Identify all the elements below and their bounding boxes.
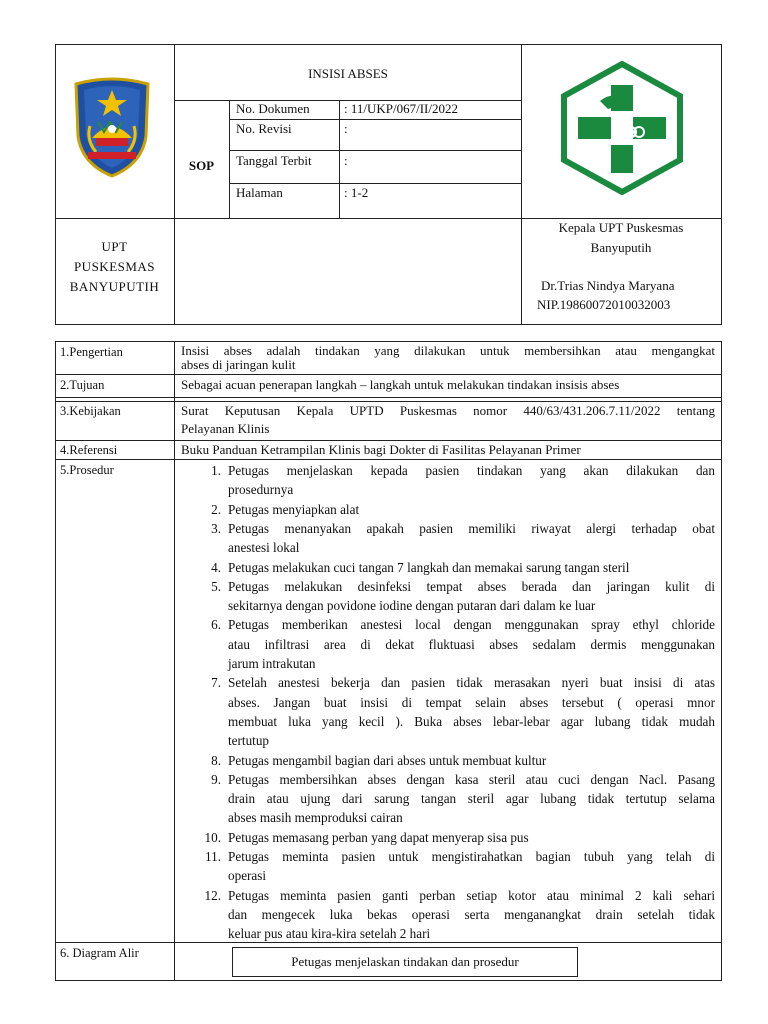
org-line-3: BANYUPUTIH: [69, 279, 160, 294]
field-label-no-dokumen: No. Dokumen: [236, 101, 310, 116]
org-line-1: UPT: [101, 239, 128, 254]
referensi-text: Buku Panduan Ketrampilan Klinis bagi Dokter di Fasilitas Pelayanan Primer: [181, 442, 581, 457]
procedure-step-line: Petugas menjelaskan kepada pasien tindakan yang akan dilakukan dan: [228, 463, 715, 478]
procedure-step-line: membuat luka yang kecil ). Buka abses lebar-lebar agar lubang tidak mudah: [228, 713, 715, 729]
procedure-step-line: Petugas memberikan anestesi local dengan menggunakan spray ethyl chloride: [228, 617, 715, 633]
row-label-tujuan: 2.Tujuan: [60, 378, 105, 392]
flowchart-box-1: [232, 947, 578, 977]
field-label-tanggal-terbit: Tanggal Terbit: [236, 153, 312, 168]
pengertian-line-2: abses di jaringan kulit: [181, 357, 296, 372]
document-title: INSISI ABSES: [308, 66, 388, 81]
puskesmas-logo: [560, 61, 684, 195]
procedure-step-line: Setelah anestesi bekerja dan pasien tidak merasakan nyeri buat insisi di atas: [228, 675, 715, 691]
kebijakan-line-2: Pelayanan Klinis: [181, 421, 270, 436]
signatory-nip: NIP.19860072010032003: [537, 297, 671, 312]
signatory-name: Dr.Trias Nindya Maryana: [541, 278, 675, 293]
procedure-step-line: keluar pus atau kira-kira setelah 2 hari: [228, 926, 431, 942]
procedure-step-line: sekitarnya dengan povidone iodine dengan putaran dari dalam ke luar: [228, 598, 596, 614]
row-label-kebijakan: 3.Kebijakan: [60, 404, 121, 418]
flowchart-box-1-text: Petugas menjelaskan tindakan dan prosedur: [291, 954, 519, 969]
procedure-step-line: abses masih memproduksi cairan: [228, 810, 403, 826]
procedure-step-number: 10.: [204, 829, 221, 845]
pengertian-line-1: Insisi abses adalah tindakan yang dilakukan untuk membersihkan atau mengangkat: [181, 343, 715, 358]
procedure-step-line: Petugas melakukan desinfeksi tempat abses berada dan jaringan kulit di: [228, 578, 715, 594]
procedure-step-number: 7.: [211, 675, 221, 691]
procedure-step-line: Petugas meminta pasien untuk mengistirahatkan bagian tubuh yang telah di: [228, 849, 715, 864]
regional-crest-logo: [70, 76, 154, 178]
procedure-step-line: Petugas mengambil bagian dari abses untuk membuat kultur: [228, 752, 547, 768]
procedure-step-line: jarum intrakutan: [228, 655, 316, 671]
procedure-step-number: 8.: [211, 752, 221, 768]
procedure-step-line: anestesi lokal: [228, 540, 300, 556]
procedure-list: [175, 461, 721, 941]
signatory-line-1: Kepala UPT Puskesmas: [558, 220, 684, 235]
procedure-step-line: Petugas melakukan cuci tangan 7 langkah dan memakai sarung tangan steril: [228, 559, 630, 575]
procedure-step-line: Petugas menanyakan apakah pasien memiliki riwayat alergi terhadap obat: [228, 520, 715, 536]
procedure-step-number: 12.: [204, 887, 221, 903]
row-label-pengertian: 1.Pengertian: [60, 345, 123, 359]
procedure-step-line: atau infiltrasi area di dekat fluktuasi abses sedalam dermis menggunakan: [228, 636, 715, 652]
row-label-prosedur: 5.Prosedur: [60, 463, 114, 477]
procedure-step-number: 4.: [211, 559, 221, 575]
field-value-tanggal-terbit: :: [344, 153, 348, 168]
field-value-halaman: : 1-2: [344, 185, 369, 200]
procedure-step-number: 5.: [211, 578, 221, 594]
procedure-step-line: Petugas meminta pasien ganti perban setiap kotor atau minimal 2 kali sehari: [228, 887, 715, 903]
procedure-step-number: 1.: [211, 463, 221, 478]
procedure-step-line: Petugas menyiapkan alat: [228, 501, 360, 517]
procedure-step-line: drain atau ujung dari sarung tangan steril agar lubang tidak tertutup selama: [228, 791, 715, 807]
signatory-line-2: Banyuputih: [590, 240, 652, 255]
procedure-step-number: 3.: [211, 520, 221, 536]
procedure-step-line: Petugas membersihkan abses dengan kasa steril atau cuci dengan Nacl. Pasang: [228, 771, 715, 787]
row-label-referensi: 4.Referensi: [60, 443, 118, 457]
procedure-step-number: 11.: [205, 849, 221, 864]
procedure-step-line: abses. Jangan buat insisi di tempat selain abses tersebut ( operasi mnor: [228, 694, 715, 710]
kebijakan-line-1: Surat Keputusan Kepala UPTD Puskesmas nomor 440/63/431.206.7.11/2022 tentang: [181, 403, 715, 418]
row-label-diagram-alir: 6. Diagram Alir: [60, 946, 139, 960]
procedure-step-number: 9.: [211, 771, 221, 787]
field-value-no-revisi: :: [344, 121, 348, 136]
field-value-no-dokumen: : 11/UKP/067/II/2022: [344, 101, 458, 116]
procedure-step-line: operasi: [228, 868, 267, 884]
org-line-2: PUSKESMAS: [73, 259, 156, 274]
procedure-step-number: 2.: [211, 501, 221, 517]
field-label-halaman: Halaman: [236, 185, 283, 200]
procedure-step-line: tertutup: [228, 733, 270, 749]
procedure-step-line: Petugas memasang perban yang dapat menyerap sisa pus: [228, 829, 529, 845]
tujuan-text: Sebagai acuan penerapan langkah – langkah untuk melakukan tindakan insisis abses: [181, 377, 620, 392]
procedure-step-line: prosedurnya: [228, 482, 294, 498]
procedure-step-number: 6.: [211, 617, 221, 633]
field-label-no-revisi: No. Revisi: [236, 121, 292, 136]
sop-label: SOP: [188, 158, 215, 173]
procedure-step-line: dan mengecek luka bekas operasi serta menganangkat drain setelah tidak: [228, 906, 715, 922]
